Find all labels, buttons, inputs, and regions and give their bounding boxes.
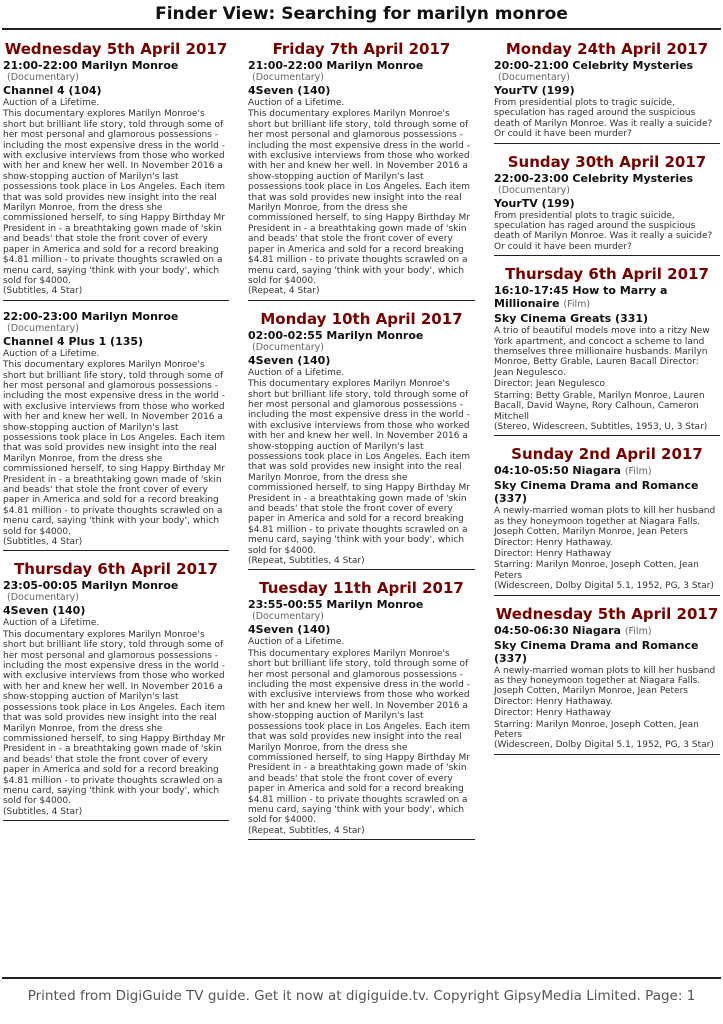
description-line: Auction of a Lifetime.	[248, 367, 345, 378]
listing-entry[interactable]	[248, 310, 475, 571]
listing-entry[interactable]	[494, 265, 720, 436]
page-title: Finder View: Searching for marilyn monroe	[155, 4, 568, 24]
channel-name: Sky Cinema Greats (331)	[494, 312, 649, 326]
film-tag: (Film)	[624, 625, 652, 637]
listing-entry[interactable]	[3, 560, 229, 821]
time-and-title: 22:00-23:00 Celebrity Mysteries	[494, 171, 694, 185]
listing-entry[interactable]	[494, 40, 720, 144]
description-line: Starring: Marilyn Monroe, Joseph Cotten, Jean Peters	[494, 719, 699, 740]
listing-entry[interactable]	[3, 310, 229, 552]
listing-entry[interactable]	[248, 40, 475, 301]
programme-title	[494, 59, 720, 72]
time-and-title: 20:00-21:00 Celebrity Mysteries	[494, 59, 694, 72]
description-line: Auction of a Lifetime.	[248, 637, 345, 648]
description-line: Director: Jean Negulesco	[494, 379, 606, 390]
programme-title	[248, 598, 475, 611]
channel-name: Channel 4 Plus 1 (135)	[3, 334, 144, 348]
date-heading: Thursday 6th April 2017	[505, 265, 709, 284]
film-tag: (Film)	[563, 299, 591, 311]
genre-label: (Documentary)	[498, 184, 570, 196]
film-tag: (Film)	[624, 466, 652, 478]
description-line: From presidential plots to tragic suicide, speculation has raged around the suspicious death of Marilyn Monroe. Was it really a suicide? Or could it have been murder?	[494, 98, 713, 140]
programme-title	[3, 59, 229, 72]
date-heading: Monday 10th April 2017	[260, 309, 463, 328]
programme-details: (Repeat, Subtitles, 4 Star)	[248, 556, 365, 567]
date-heading: Tuesday 11th April 2017	[259, 579, 464, 598]
genre-label: (Documentary)	[7, 72, 79, 83]
time-and-title: 22:00-23:00 Marilyn Monroe	[3, 309, 179, 323]
genre-label: (Documentary)	[252, 72, 324, 83]
column-3	[494, 40, 720, 764]
listing-entry[interactable]	[494, 445, 720, 595]
listing-entry[interactable]	[494, 605, 720, 755]
programme-details: (Subtitles, 4 Star)	[3, 286, 83, 297]
programme-title	[494, 464, 720, 478]
genre-label: (Documentary)	[7, 592, 79, 604]
programme-details: (Widescreen, Dolby Digital 5.1, 1952, PG, 3 Star)	[494, 740, 714, 751]
description-line: A newly-married woman plots to kill her husband as they honeymoon together at Niagara Falls. Joseph Cotten, Marilyn Monroe, Jean Peters Director: Henry Hathaway.	[494, 665, 716, 707]
description-line: Director: Henry Hathaway	[494, 708, 612, 719]
channel-name: Channel 4 (104)	[3, 84, 102, 97]
date-heading: Thursday 6th April 2017	[14, 560, 218, 579]
listing-entry[interactable]	[494, 153, 720, 257]
description-line: A trio of beautiful models move into a ritzy New York apartment, and concoct a scheme to land themselves three millionaire husbands. Marilyn Monroe, Betty Grable, Lauren Bacall Director: Jean Negulesco.	[494, 326, 710, 378]
channel-name: 4Seven (140)	[248, 623, 331, 637]
description-line: This documentary explores Marilyn Monroe's short but brilliant life story, told through some of her most personal and glamorous possessions - including the most expensive dress in the world - with exclusive interviews from those who worked with her and knew her well. In November 2016 a show-stopping auction of Marilyn's last possessions took place in Los Angeles. Each item that was sold provides new insight into the real Marilyn Monroe, from the dress she commissioned herself, to sing Happy Birthday Mr President in - a breathtaking gown made of 'skin and beads' that stole the front cover of every paper in America and sold for a record breaking $4.81 million - to private thoughts scrawled on a menu card, saying 'think with your body', which sold for $4000.	[248, 648, 471, 826]
channel-name: 4Seven (140)	[248, 84, 331, 97]
description-line: Auction of a Lifetime.	[3, 348, 100, 359]
description-line: This documentary explores Marilyn Monroe's short but brilliant life story, told through some of her most personal and glamorous possessions - including the most expensive dress in the world - with exclusive interviews from those who worked with her and knew her well. In November 2016 a show-stopping auction of Marilyn's last possessions took place in Los Angeles. Each item that was sold provides new insight into the real Marilyn Monroe, from the dress she commissioned herself, to sing Happy Birthday Mr President in - a breathtaking gown made of 'skin and beads' that stole the front cover of every paper in America and sold for a record breaking $4.81 million - to private thoughts scrawled on a menu card, saying 'think with your body', which sold for $4000.	[3, 629, 226, 807]
description-line: This documentary explores Marilyn Monroe's short but brilliant life story, told through some of her most personal and glamorous possessions - including the most expensive dress in the world - with exclusive interviews from those who worked with her and knew her well. In November 2016 a show-stopping auction of Marilyn's last possessions took place in Los Angeles. Each item that was sold provides new insight into the real Marilyn Monroe, from the dress she commissioned herself, to sing Happy Birthday Mr President in - a breathtaking gown made of 'skin and beads' that stole the front cover of every paper in America and sold for a record breaking $4.81 million - to private thoughts scrawled on a menu card, saying 'think with your body', which sold for $4000.	[3, 360, 226, 537]
programme-title	[3, 310, 229, 323]
description-line: Auction of a Lifetime.	[3, 98, 100, 108]
programme-details: (Widescreen, Dolby Digital 5.1, 1952, PG, 3 Star)	[494, 581, 714, 592]
time-and-title: 21:00-22:00 Marilyn Monroe	[248, 59, 424, 72]
genre-label: (Documentary)	[252, 341, 324, 353]
date-heading: Friday 7th April 2017	[272, 40, 451, 58]
time-and-title: 23:05-00:05 Marilyn Monroe	[3, 579, 179, 593]
programme-title	[248, 59, 475, 72]
column-2	[248, 40, 475, 849]
time-and-title: 16:10-17:45 How to Marry a Millionaire	[494, 284, 668, 311]
footer-text: Printed from DigiGuide TV guide. Get it now at digiguide.tv. Copyright GipsyMedia Limited. Page: 1	[27, 988, 696, 1004]
programme-title	[494, 172, 720, 185]
time-and-title: 23:55-00:55 Marilyn Monroe	[248, 598, 424, 612]
description-line: Starring: Marilyn Monroe, Joseph Cotten, Jean Peters	[494, 560, 699, 581]
programme-title	[494, 624, 720, 638]
date-heading: Monday 24th April 2017	[505, 40, 709, 58]
programme-details: (Subtitles, 4 Star)	[3, 537, 83, 548]
genre-label: (Documentary)	[7, 322, 79, 334]
channel-name: 4Seven (140)	[248, 353, 331, 367]
channel-name: Sky Cinema Drama and Romance (337)	[494, 638, 699, 665]
date-heading: Sunday 2nd April 2017	[511, 445, 703, 464]
channel-name: YourTV (199)	[494, 196, 575, 210]
date-heading: Wednesday 5th April 2017	[4, 40, 228, 58]
description-line: Auction of a Lifetime.	[3, 618, 100, 629]
description-line: This documentary explores Marilyn Monroe's short but brilliant life story, told through some of her most personal and glamorous possessions - including the most expensive dress in the world - with exclusive interviews from those who worked with her and knew her well. In November 2016 a show-stopping auction of Marilyn's last possessions took place in Los Angeles. Each item that was sold provides new insight into the real Marilyn Monroe, from the dress she commissioned herself, to sing Happy Birthday Mr President in - a breathtaking gown made of 'skin and beads' that stole the front cover of every paper in America and sold for a record breaking $4.81 million - to private thoughts scrawled on a menu card, saying 'think with your body', which sold for $4000.	[248, 109, 471, 286]
programme-title	[248, 329, 475, 342]
listing-entry[interactable]	[248, 579, 475, 840]
column-1	[3, 40, 229, 830]
programme-details: (Repeat, 4 Star)	[248, 286, 320, 297]
programme-title	[3, 579, 229, 592]
time-and-title: 21:00-22:00 Marilyn Monroe	[3, 59, 179, 72]
date-heading: Wednesday 5th April 2017	[495, 604, 719, 623]
channel-name: YourTV (199)	[494, 84, 575, 97]
time-and-title: 02:00-02:55 Marilyn Monroe	[248, 328, 424, 342]
time-and-title: 04:10-05:50 Niagara	[494, 464, 621, 478]
header-divider	[2, 28, 721, 30]
genre-label: (Documentary)	[252, 611, 324, 623]
time-and-title: 04:50-06:30 Niagara	[494, 623, 621, 637]
description-line: Starring: Betty Grable, Marilyn Monroe, Lauren Bacall, David Wayne, Rory Calhoun, Cameron Mitchell	[494, 390, 705, 422]
listing-entry[interactable]	[3, 40, 229, 301]
programme-details: (Stereo, Widescreen, Subtitles, 1953, U, 3 Star)	[494, 421, 708, 432]
description-line: Auction of a Lifetime.	[248, 98, 345, 108]
date-heading: Sunday 30th April 2017	[507, 152, 707, 171]
channel-name: 4Seven (140)	[3, 604, 86, 618]
genre-label: (Documentary)	[498, 72, 570, 83]
description-line: This documentary explores Marilyn Monroe's short but brilliant life story, told through some of her most personal and glamorous possessions - including the most expensive dress in the world - with exclusive interviews from those who worked with her and knew her well. In November 2016 a show-stopping auction of Marilyn's last possessions took place in Los Angeles. Each item that was sold provides new insight into the real Marilyn Monroe, from the dress she commissioned herself, to sing Happy Birthday Mr President in - a breathtaking gown made of 'skin and beads' that stole the front cover of every paper in America and sold for a record breaking $4.81 million - to private thoughts scrawled on a menu card, saying 'think with your body', which sold for $4000.	[248, 379, 471, 556]
channel-name: Sky Cinema Drama and Romance (337)	[494, 479, 699, 506]
description-line: A newly-married woman plots to kill her husband as they honeymoon together at Niagara Falls. Joseph Cotten, Marilyn Monroe, Jean Peters Director: Henry Hathaway.	[494, 506, 716, 548]
description-line: From presidential plots to tragic suicide, speculation has raged around the suspicious death of Marilyn Monroe. Was it really a suicide? Or could it have been murder?	[494, 210, 713, 252]
description-line: Director: Henry Hathaway	[494, 548, 612, 559]
programme-title	[494, 284, 720, 311]
footer-divider	[2, 977, 721, 979]
programme-details: (Subtitles, 4 Star)	[3, 806, 83, 817]
programme-details: (Repeat, Subtitles, 4 Star)	[248, 825, 365, 836]
description-line: This documentary explores Marilyn Monroe's short but brilliant life story, told through some of her most personal and glamorous possessions - including the most expensive dress in the world - with exclusive interviews from those who worked with her and knew her well. In November 2016 a show-stopping auction of Marilyn's last possessions took place in Los Angeles. Each item that was sold provides new insight into the real Marilyn Monroe, from the dress she commissioned herself, to sing Happy Birthday Mr President in - a breathtaking gown made of 'skin and beads' that stole the front cover of every paper in America and sold for a record breaking $4.81 million - to private thoughts scrawled on a menu card, saying 'think with your body', which sold for $4000.	[3, 109, 226, 286]
